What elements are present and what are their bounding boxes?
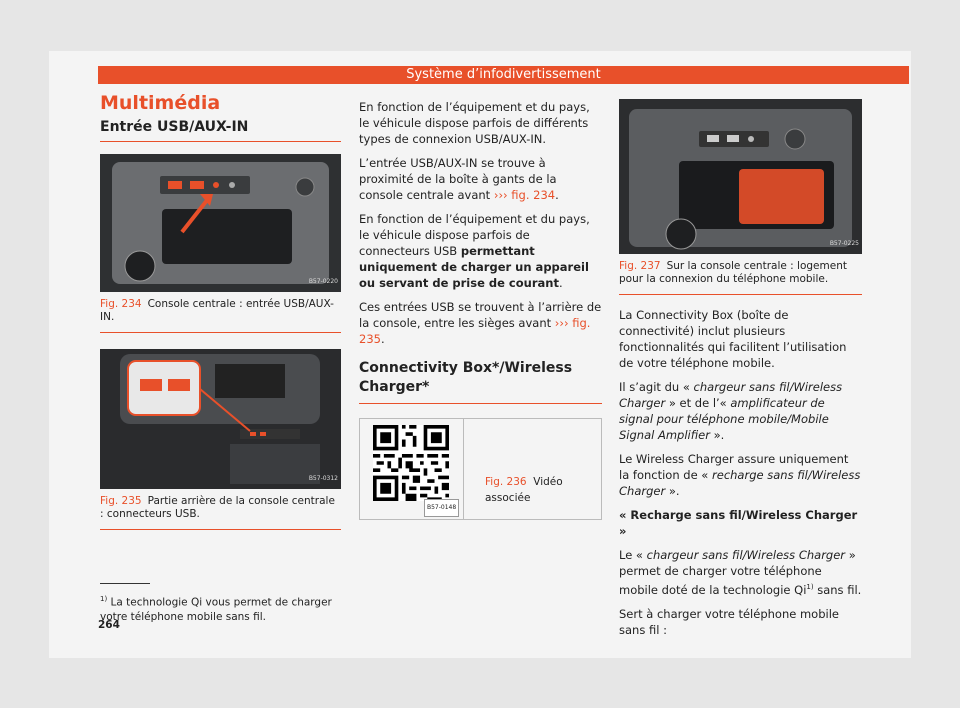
figure-number: Fig. 236 <box>485 476 527 488</box>
subsection-heading: « Recharge sans fil/Wireless Charger » <box>619 508 858 538</box>
footnote-ref[interactable]: 1) <box>806 583 814 591</box>
rear-console-photo <box>100 349 341 489</box>
qr-frame <box>360 419 464 519</box>
figure-code: B57-0220 <box>308 278 338 285</box>
italic-text: chargeur sans fil/Wireless Charger <box>619 380 843 410</box>
figure-235 <box>100 349 341 530</box>
paragraph-text: Le Wireless Charger assure uniquement la fonction de « <box>619 452 849 482</box>
paragraph-text: ». <box>713 428 725 442</box>
footnote-divider <box>100 583 150 584</box>
paragraph-text: L’entrée USB/AUX-IN se trouve à proximité de la boîte à gants de la console centrale avant <box>359 156 557 202</box>
figure-caption <box>485 474 601 506</box>
paragraph-text: ». <box>668 484 680 498</box>
paragraph <box>619 379 862 443</box>
italic-text: chargeur sans fil/Wireless Charger <box>646 548 846 562</box>
figure-number: Fig. 234 <box>100 298 142 310</box>
paragraph: La Connectivity Box (boîte de connectivité) inclut plusieurs fonctionnalités qui facilitent l’utilisation de votre téléphone mobile. <box>619 308 847 370</box>
paragraph-text: » permet de charger votre téléphone mobile doté de la technologie Qi <box>619 548 856 597</box>
italic-text: amplificateur de signal pour téléphone mobile/Mobile Signal Amplifier <box>619 396 829 442</box>
paragraph: En fonction de l’équipement et du pays, le véhicule dispose parfois de différents types de connexion USB/AUX-IN. <box>359 100 590 146</box>
figure-code: B57-0148 <box>424 499 459 517</box>
qr-code-icon[interactable] <box>369 425 453 501</box>
figure-caption <box>100 495 341 521</box>
figure-code: B57-0312 <box>308 475 338 482</box>
figure-caption-text: Vidéo associée <box>485 476 563 504</box>
console-usb-illustration <box>100 154 341 292</box>
paragraph-text: » et de l’« <box>668 396 727 410</box>
figure-236 <box>359 418 602 520</box>
column-middle <box>359 99 602 520</box>
figure-caption-text: Sur la console centrale : logement pour la connexion du téléphone mobile. <box>619 260 847 285</box>
figure-number: Fig. 235 <box>100 495 142 507</box>
paragraph <box>619 451 862 499</box>
paragraph-text: Ces entrées USB se trouvent à l’arrière de la console, entre les sièges avant <box>359 300 602 330</box>
section-title: Multimédia <box>100 92 221 114</box>
footnote-text: La technologie Qi vous permet de charger votre téléphone mobile sans fil. <box>100 596 332 623</box>
figure-234 <box>100 154 341 333</box>
column-right <box>619 99 862 646</box>
wireless-charger-photo <box>619 99 862 254</box>
italic-text: recharge sans fil/Wireless Charger <box>619 468 861 498</box>
figure-caption <box>100 298 341 324</box>
figure-caption-text: Console centrale : entrée USB/AUX-IN. <box>100 298 334 323</box>
paragraph-text: En fonction de l’équipement et du pays, le véhicule dispose parfois de connecteurs USB <box>359 212 590 258</box>
paragraph: L’entrée USB/AUX-IN se trouve à proximité de la boîte à gants de la console centrale avant ››› fig. 234. <box>359 156 559 202</box>
bold-text: permettant uniquement de charger un appareil ou servant de prise de courant <box>359 244 589 290</box>
footnote-mark: 1) <box>100 595 108 603</box>
figure-number: Fig. 237 <box>619 260 661 272</box>
footnote <box>100 583 341 624</box>
figure-237 <box>619 99 862 295</box>
page-number: 264 <box>98 619 120 631</box>
paragraph-text: Il s’agit du « <box>619 380 690 394</box>
rear-usb-illustration <box>100 349 341 489</box>
section-heading: Connectivity Box*/Wireless Charger* <box>359 359 602 404</box>
figure-link[interactable]: ››› fig. 235 <box>359 316 591 346</box>
column-left <box>100 92 341 530</box>
paragraph: Sert à charger votre téléphone mobile sans fil : <box>619 606 839 637</box>
paragraph-text: Le « <box>619 548 643 562</box>
figure-code: B57-0225 <box>829 240 859 247</box>
paragraph: En fonction de l’équipement et du pays, le véhicule dispose parfois de connecteurs USB permettant uniquement de charger un appareil ou servant de prise de courant. <box>359 212 590 290</box>
wireless-charger-illustration <box>619 99 862 254</box>
console-photo <box>100 154 341 292</box>
page <box>49 51 911 658</box>
subsection-title: Entrée USB/AUX-IN <box>100 119 341 142</box>
paragraph: Ces entrées USB se trouvent à l’arrière de la console, entre les sièges avant ››› fig. 235. <box>359 300 602 346</box>
paragraph <box>619 547 862 598</box>
figure-caption-text: Partie arrière de la console centrale : connecteurs USB. <box>100 495 335 520</box>
paragraph-text: sans fil. <box>817 582 862 597</box>
figure-caption <box>619 260 862 286</box>
chapter-header: Système d’infodivertissement <box>98 66 909 84</box>
figure-link[interactable]: ››› fig. 234 <box>493 188 556 202</box>
